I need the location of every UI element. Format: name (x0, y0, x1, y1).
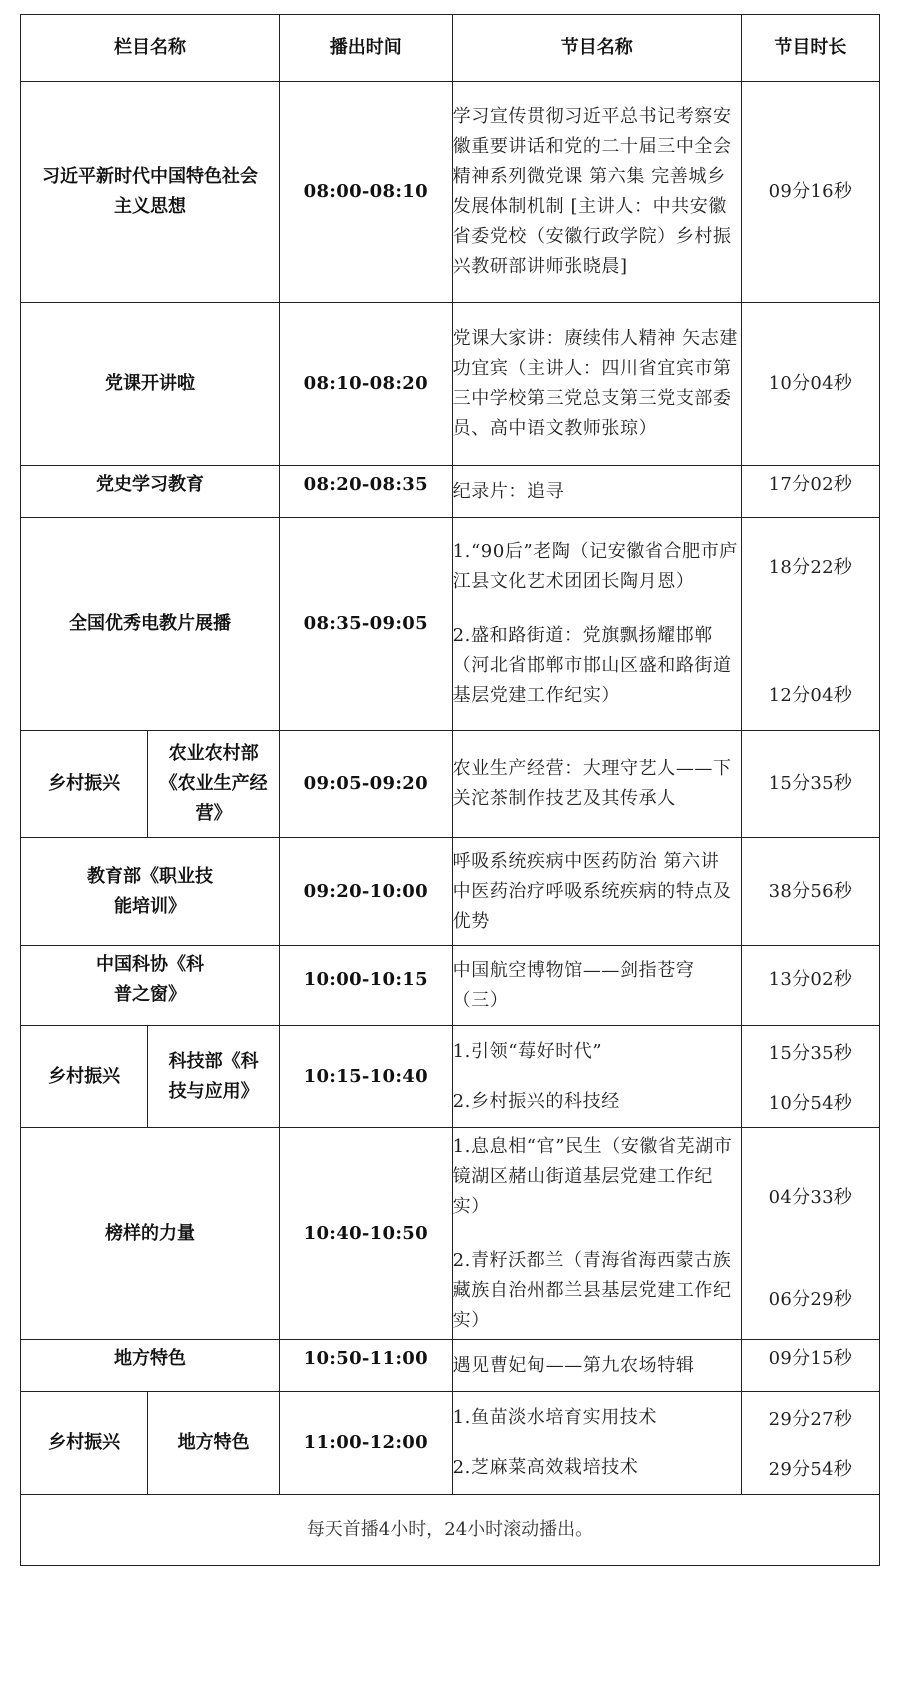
air-time-cell: 10:50-11:00 (279, 1340, 452, 1392)
program-name-cell (452, 1026, 741, 1128)
duration-item: 04分33秒 (768, 1186, 853, 1208)
air-time-cell: 11:00-12:00 (279, 1392, 452, 1495)
air-time-cell: 08:00-08:10 (279, 82, 452, 303)
table-row (21, 518, 880, 731)
duration-cell: 09分16秒 (741, 82, 879, 303)
column-name-cell: 地方特色 (21, 1340, 280, 1392)
table-row (21, 731, 880, 838)
duration-cell: 15分35秒 (741, 731, 879, 838)
header-row (21, 15, 880, 82)
footer-row (21, 1495, 880, 1566)
air-time-cell: 08:10-08:20 (279, 303, 452, 466)
footer-note: 每天首播4小时，24小时滚动播出。 (21, 1495, 880, 1566)
air-time-cell: 09:05-09:20 (279, 731, 452, 838)
program-item: 1.鱼苗淡水培育实用技术 (452, 1407, 657, 1428)
duration-item: 12分04秒 (768, 685, 853, 706)
program-name-cell: 中国航空博物馆——剑指苍穹（三） (452, 946, 741, 1026)
duration-item: 29分54秒 (768, 1459, 853, 1480)
duration-cell (741, 1128, 879, 1340)
column-name-cell: 教育部《职业技能培训》 (21, 838, 280, 946)
column-name-cell: 党史学习教育 (21, 466, 280, 518)
header-program-name: 节目名称 (452, 15, 741, 82)
program-item: 2.盛和路街道：党旗飘扬耀邯郸（河北省邯郸市邯山区盛和路街道基层党建工作纪实） (452, 625, 732, 706)
column-name-cell: 乡村振兴 (21, 1026, 148, 1128)
column-sub-name-cell: 科技部《科技与应用》 (148, 1026, 280, 1128)
air-time-cell: 10:15-10:40 (279, 1026, 452, 1128)
program-name-cell: 呼吸系统疾病中医药防治 第六讲 中医药治疗呼吸系统疾病的特点及优势 (452, 838, 741, 946)
column-sub-name-cell: 农业农村部《农业生产经营》 (148, 731, 280, 838)
program-name-cell: 学习宣传贯彻习近平总书记考察安徽重要讲话和党的二十届三中全会精神系列微党课 第六集 完善城乡发展体制机制 [主讲人：中共安徽省委党校（安徽行政学院）乡村振兴教研部讲师张晓晨] (452, 82, 741, 303)
item-spacer (742, 583, 879, 681)
table-row (21, 838, 880, 946)
air-time-cell: 10:00-10:15 (279, 946, 452, 1026)
table-row (21, 946, 880, 1026)
table-row (21, 1128, 880, 1340)
item-spacer (742, 1435, 879, 1455)
header-duration: 节目时长 (741, 15, 879, 82)
item-spacer (453, 1433, 741, 1453)
table-row (21, 1340, 880, 1392)
duration-item: 10分54秒 (768, 1092, 853, 1114)
air-time-cell: 08:35-09:05 (279, 518, 452, 731)
air-time-cell: 08:20-08:35 (279, 466, 452, 518)
item-spacer (742, 1069, 879, 1089)
item-spacer (453, 1067, 741, 1087)
column-name-cell: 中国科协《科普之窗》 (21, 946, 280, 1026)
column-name-cell: 党课开讲啦 (21, 303, 280, 466)
duration-cell: 17分02秒 (741, 466, 879, 518)
header-column-name: 栏目名称 (21, 15, 280, 82)
duration-cell (741, 518, 879, 731)
column-name-cell: 乡村振兴 (21, 731, 148, 838)
program-name-cell: 遇见曹妃甸——第九农场特辑 (452, 1340, 741, 1392)
program-name-cell: 纪录片：追寻 (452, 466, 741, 518)
duration-item: 29分27秒 (768, 1409, 853, 1430)
duration-item: 15分35秒 (768, 1042, 853, 1064)
item-spacer (453, 1222, 741, 1246)
program-item: 2.芝麻菜高效栽培技术 (452, 1457, 639, 1478)
table-row (21, 1392, 880, 1495)
program-name-cell (452, 1392, 741, 1495)
column-name-cell: 乡村振兴 (21, 1392, 148, 1495)
duration-cell (741, 1026, 879, 1128)
air-time-cell: 10:40-10:50 (279, 1128, 452, 1340)
air-time-cell: 09:20-10:00 (279, 838, 452, 946)
column-sub-name-cell: 地方特色 (148, 1392, 280, 1495)
duration-cell: 09分15秒 (741, 1340, 879, 1392)
duration-item: 06分29秒 (768, 1288, 853, 1310)
program-name-cell (452, 518, 741, 731)
duration-item: 18分22秒 (768, 557, 853, 578)
schedule-table (20, 14, 880, 1566)
column-name-cell: 习近平新时代中国特色社会主义思想 (21, 82, 280, 303)
schedule-table-wrapper (20, 14, 880, 1566)
duration-cell: 38分56秒 (741, 838, 879, 946)
table-row (21, 1026, 880, 1128)
duration-cell (741, 1392, 879, 1495)
table-row (21, 466, 880, 518)
column-name-cell: 榜样的力量 (21, 1128, 280, 1340)
column-name-cell: 全国优秀电教片展播 (21, 518, 280, 731)
program-item: 1.“90后”老陶（记安徽省合肥市庐江县文化艺术团团长陶月恩） (452, 541, 738, 592)
program-item: 2.青籽沃都兰（青海省海西蒙古族藏族自治州都兰县基层党建工作纪实） (452, 1249, 732, 1331)
item-spacer (742, 1213, 879, 1285)
duration-cell: 13分02秒 (741, 946, 879, 1026)
table-row (21, 82, 880, 303)
duration-cell: 10分04秒 (741, 303, 879, 466)
program-name-cell: 农业生产经营：大理守艺人——下关沱茶制作技艺及其传承人 (452, 731, 741, 838)
item-spacer (453, 597, 741, 621)
header-air-time: 播出时间 (279, 15, 452, 82)
program-item: 1.引领“莓好时代” (452, 1040, 603, 1062)
program-name-cell (452, 1128, 741, 1340)
program-item: 2.乡村振兴的科技经 (452, 1090, 620, 1112)
table-row (21, 303, 880, 466)
program-name-cell: 党课大家讲：赓续伟人精神 矢志建功宜宾（主讲人：四川省宜宾市第三中学校第三党总支第三党支部委员、高中语文教师张琼） (452, 303, 741, 466)
program-item: 1.息息相“官”民生（安徽省芜湖市镜湖区赭山街道基层党建工作纪实） (452, 1135, 733, 1217)
